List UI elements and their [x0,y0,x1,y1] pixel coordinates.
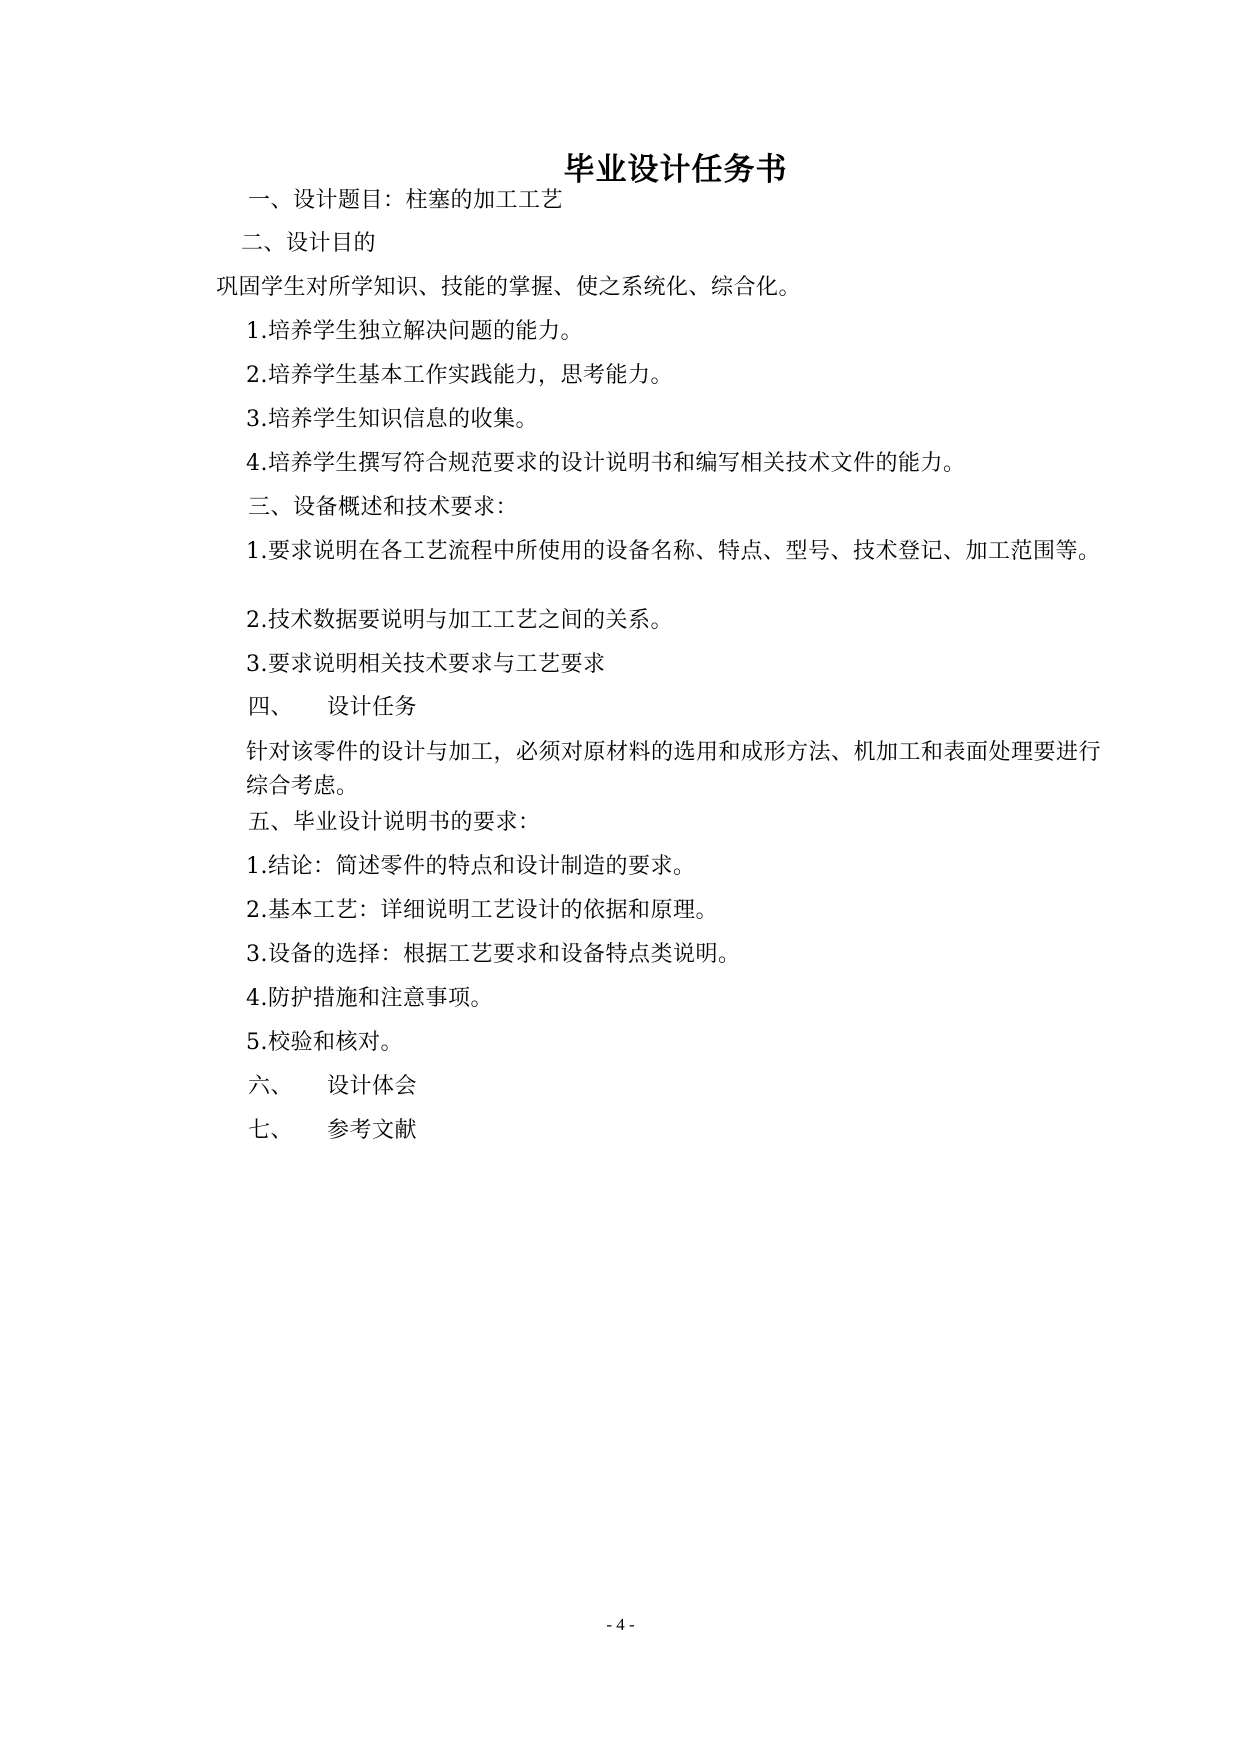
equipment-item-1: 1.要求说明在各工艺流程中所使用的设备名称、特点、型号、技术登记、加工范围等。 [246,539,1101,564]
purpose-item-1: 1.培养学生独立解决问题的能力。 [246,319,583,344]
section-design-purpose-heading: 二、设计目的 [241,231,377,256]
specification-item-2: 2.基本工艺：详细说明工艺设计的依据和原理。 [246,898,718,923]
section-design-task-heading [248,691,417,725]
section-equipment-heading: 三、设备概述和技术要求： [248,495,519,520]
specification-item-1: 1.结论：简述零件的特点和设计制造的要求。 [246,854,696,879]
section-experience-label: 设计体会 [327,1074,418,1099]
purpose-item-4: 4.培养学生撰写符合规范要求的设计说明书和编写相关技术文件的能力。 [246,451,966,476]
purpose-item-3: 3.培养学生知识信息的收集。 [246,407,538,432]
section-references-heading [248,1114,417,1148]
section-marker-four: 四、 [248,695,294,720]
section-marker-seven: 七、 [248,1118,294,1143]
section-specification-heading: 五、毕业设计说明书的要求： [248,810,541,835]
page-title: 毕业设计任务书 [563,152,788,188]
design-task-paragraph: 针对该零件的设计与加工，必须对原材料的选用和成形方法、机加工和表面处理要进行综合考虑。 [246,740,1102,799]
section-design-task-label: 设计任务 [327,695,418,720]
design-purpose-summary: 巩固学生对所学知识、技能的掌握、使之系统化、综合化。 [216,275,802,300]
equipment-item-2: 2.技术数据要说明与加工工艺之间的关系。 [246,608,673,633]
section-design-topic: 一、设计题目：柱塞的加工工艺 [248,188,564,213]
section-marker-six: 六、 [248,1074,294,1099]
equipment-item-3: 3.要求说明相关技术要求与工艺要求 [246,652,606,677]
specification-item-5: 5.校验和核对。 [246,1030,403,1055]
specification-item-3: 3.设备的选择：根据工艺要求和设备特点类说明。 [246,942,741,967]
section-references-label: 参考文献 [327,1118,418,1143]
page-number: - 4 - [606,1615,635,1634]
purpose-item-2: 2.培养学生基本工作实践能力，思考能力。 [246,363,673,388]
section-experience-heading [248,1070,417,1104]
specification-item-4: 4.防护措施和注意事项。 [246,986,493,1011]
